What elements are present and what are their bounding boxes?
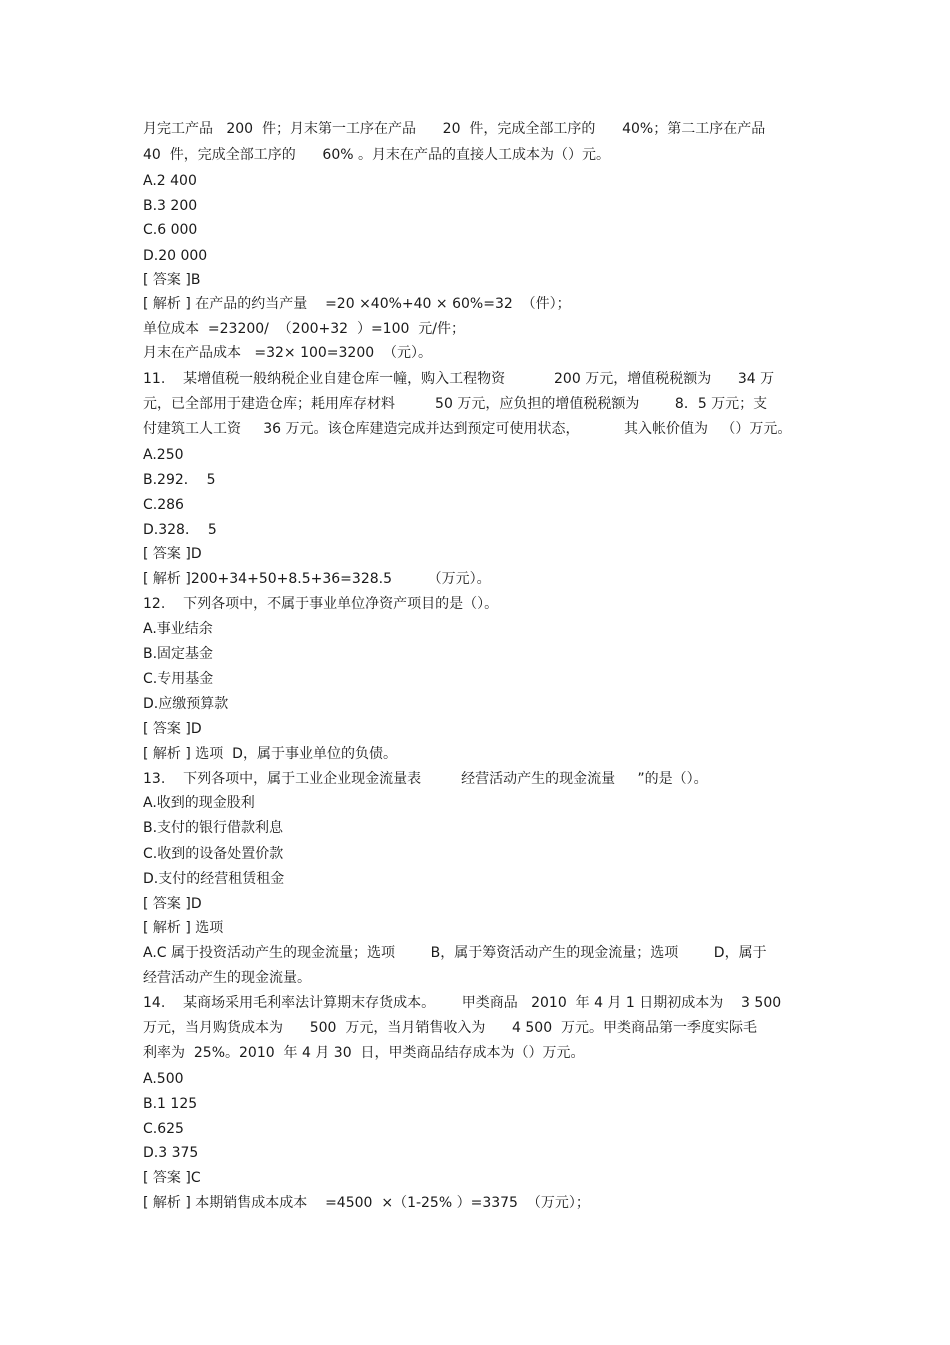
text-line: 月末在产品成本 =32× 100=3200 （元）。 — [143, 345, 433, 361]
option-line: B.3 200 — [143, 198, 198, 214]
option-line: D.支付的经营租赁租金 — [143, 871, 285, 887]
analysis-line: [ 解析 ] 选项 — [143, 920, 224, 936]
option-line: A.250 — [143, 447, 184, 463]
option-line: A.事业结余 — [143, 621, 213, 637]
option-line: C.286 — [143, 497, 184, 513]
option-line: A.2 400 — [143, 173, 197, 189]
analysis-line: [ 解析 ] 在产品的约当产量 =20 ×40%+40 × 60%=32 （件）； — [143, 296, 571, 312]
option-line: D.328． 5 — [143, 522, 217, 538]
answer-line: [ 答案 ]D — [143, 896, 202, 912]
text-line: 经营活动产生的现金流量。 — [143, 970, 311, 986]
option-line: B.支付的银行借款利息 — [143, 820, 284, 836]
analysis-line: [ 解析 ] 选项 D，属于事业单位的负债。 — [143, 746, 397, 762]
option-line: D.20 000 — [143, 248, 208, 264]
option-line: B.固定基金 — [143, 646, 214, 662]
text-line: 元，已全部用于建造仓库；耗用库存材料 50 万元，应负担的增值税税额为 8．5 万元；支 — [143, 396, 768, 412]
text-line: 付建筑工人工资 36 万元。该仓库建造完成并达到预定可使用状态， 其入帐价值为 （）万元。 — [143, 421, 792, 437]
option-line: B.292． 5 — [143, 472, 216, 488]
text-line: 万元，当月购货成本为 500 万元，当月销售收入为 4 500 万元。甲类商品第一季度实际毛 — [143, 1020, 758, 1036]
option-line: D.3 375 — [143, 1145, 199, 1161]
analysis-line: [ 解析 ] 本期销售成本成本 =4500 ×（1-25% ）=3375 （万元）； — [143, 1195, 590, 1211]
text-line: 40 件，完成全部工序的 60% 。月末在产品的直接人工成本为（）元。 — [143, 147, 610, 163]
text-line: 单位成本 =23200/ （200+32 ）=100 元/件； — [143, 321, 466, 337]
option-line: C.625 — [143, 1121, 184, 1137]
option-line: C.6 000 — [143, 222, 198, 238]
option-line: D.应缴预算款 — [143, 696, 229, 712]
answer-line: [ 答案 ]C — [143, 1170, 201, 1186]
question-line: 14. 某商场采用毛利率法计算期末存货成本。 甲类商品 2010 年 4 月 1 日期初成本为 3 500 — [143, 995, 782, 1011]
option-line: A.500 — [143, 1071, 184, 1087]
option-line: A.收到的现金股利 — [143, 795, 255, 811]
text-line: 月完工产品 200 件；月末第一工序在产品 20 件，完成全部工序的 40%；第二工序在产品 — [143, 121, 766, 137]
answer-line: [ 答案 ]D — [143, 721, 202, 737]
text-line: A.C 属于投资活动产生的现金流量；选项 B，属于筹资活动产生的现金流量；选项 D，属于 — [143, 945, 767, 961]
question-line: 12. 下列各项中，不属于事业单位净资产项目的是（）。 — [143, 596, 499, 612]
option-line: C.专用基金 — [143, 671, 214, 687]
answer-line: [ 答案 ]B — [143, 272, 201, 288]
option-line: C.收到的设备处置价款 — [143, 846, 284, 862]
analysis-line: [ 解析 ]200+34+50+8.5+36=328.5 （万元）。 — [143, 571, 491, 587]
answer-line: [ 答案 ]D — [143, 546, 202, 562]
text-line: 利率为 25%。2010 年 4 月 30 日，甲类商品结存成本为（）万元。 — [143, 1045, 585, 1061]
question-line: 13. 下列各项中，属于工业企业现金流量表 经营活动产生的现金流量 ”的是（）。 — [143, 771, 708, 787]
question-line: 11. 某增值税一般纳税企业自建仓库一幢，购入工程物资 200 万元，增值税税额为 34 万 — [143, 371, 775, 387]
option-line: B.1 125 — [143, 1096, 198, 1112]
